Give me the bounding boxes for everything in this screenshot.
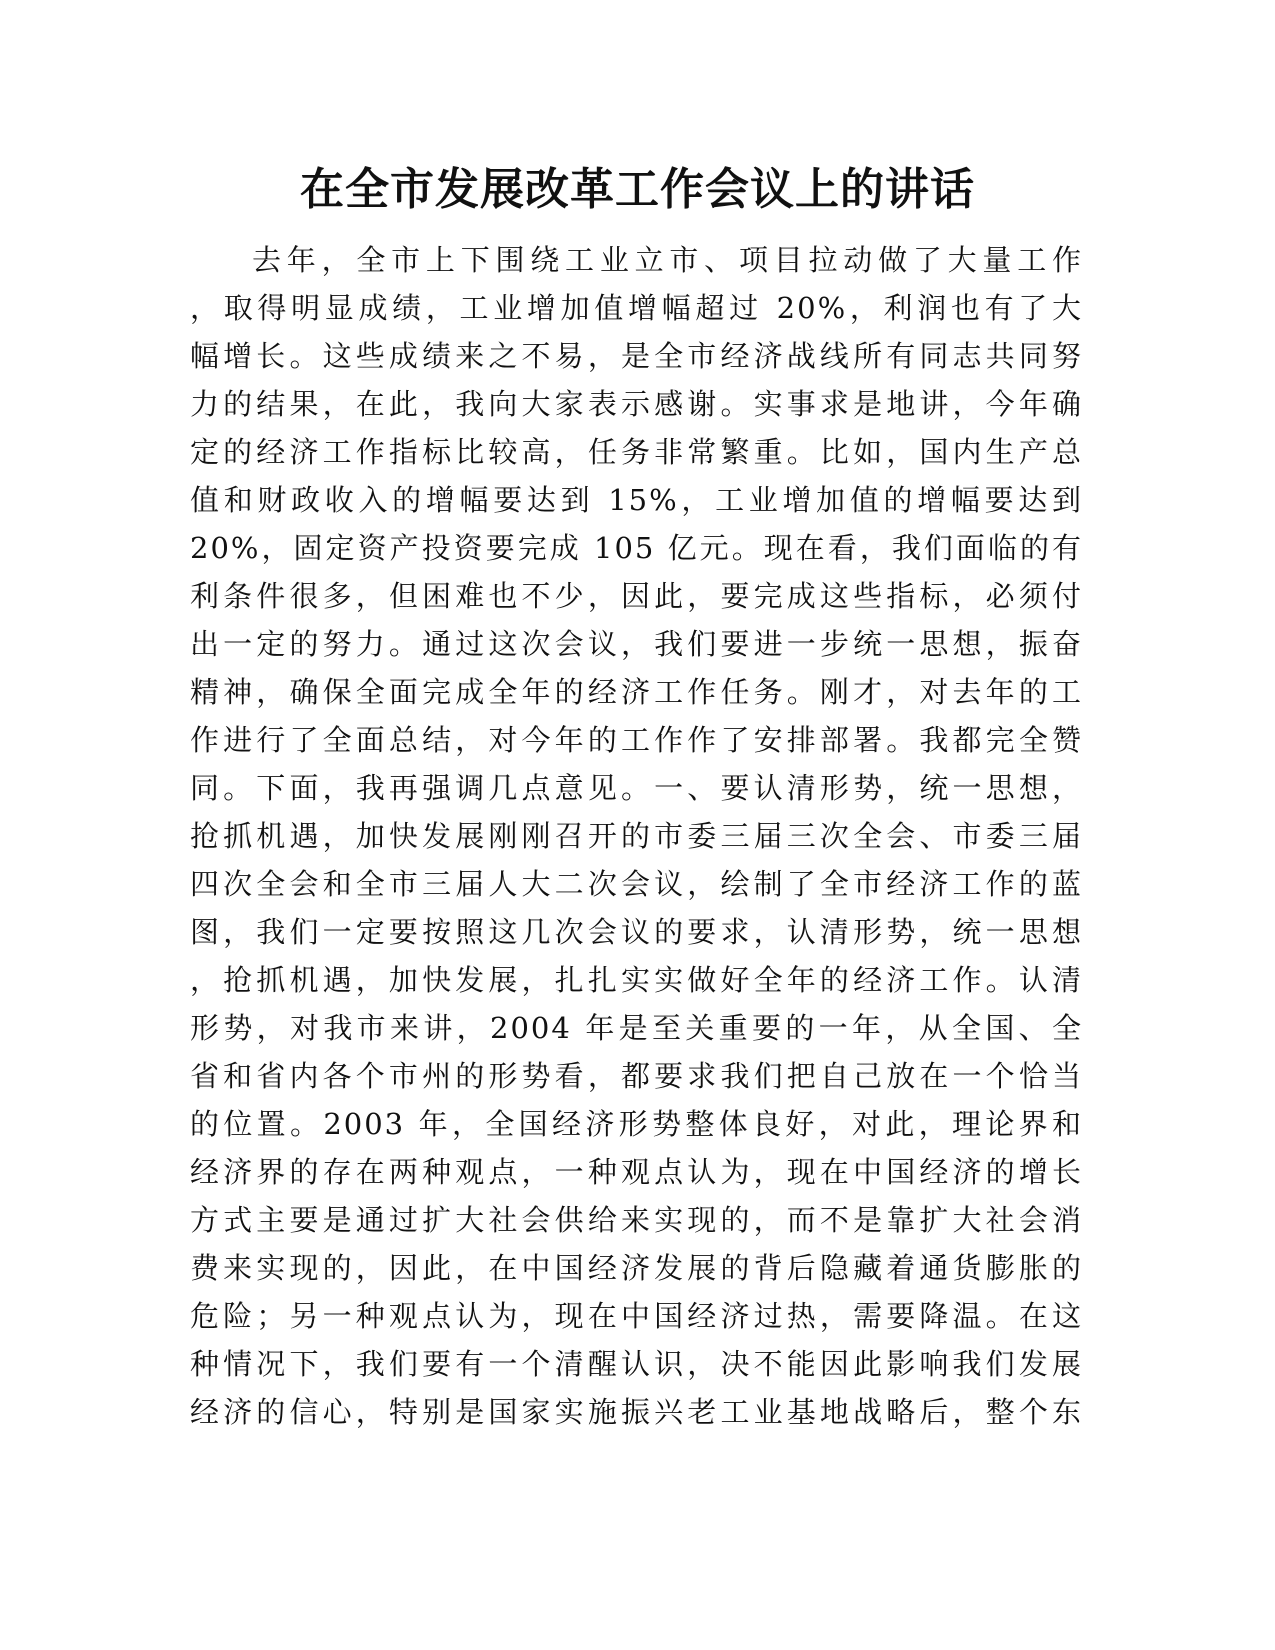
text-line: ，取得明显成绩，工业增加值增幅超过 20%，利润也有了大 (190, 291, 1083, 325)
text-line: 力的结果，在此，我向大家表示感谢。实事求是地讲，今年确 (190, 387, 1083, 421)
text-line: 经济的信心，特别是国家实施振兴老工业基地战略后，整个东 (190, 1395, 1083, 1429)
text-line: 利条件很多，但困难也不少，因此，要完成这些指标，必须付 (190, 579, 1083, 613)
text-line: 省和省内各个市州的形势看，都要求我们把自己放在一个恰当 (190, 1059, 1083, 1093)
text-line: 精神，确保全面完成全年的经济工作任务。刚才，对去年的工 (190, 675, 1083, 709)
text-line: 值和财政收入的增幅要达到 15%，工业增加值的增幅要达到 (190, 483, 1083, 517)
text-line: 危险；另一种观点认为，现在中国经济过热，需要降温。在这 (190, 1299, 1083, 1333)
text-line: 20%，固定资产投资要完成 105 亿元。现在看，我们面临的有 (190, 531, 1083, 565)
text-line: 图，我们一定要按照这几次会议的要求，认清形势，统一思想 (190, 915, 1083, 949)
text-line: 方式主要是通过扩大社会供给来实现的，而不是靠扩大社会消 (190, 1203, 1083, 1237)
text-line: 同。下面，我再强调几点意见。一、要认清形势，统一思想， (190, 771, 1083, 805)
document-title: 在全市发展改革工作会议上的讲话 (300, 164, 975, 215)
text-line: 经济界的存在两种观点，一种观点认为，现在中国经济的增长 (190, 1155, 1083, 1189)
text-line: 费来实现的，因此，在中国经济发展的背后隐藏着通货膨胀的 (190, 1251, 1083, 1285)
text-line: 定的经济工作指标比较高，任务非常繁重。比如，国内生产总 (190, 435, 1083, 469)
speech-body (190, 236, 1083, 1436)
text-line: 抢抓机遇，加快发展刚刚召开的市委三届三次全会、市委三届 (190, 819, 1083, 853)
text-line: 的位置。2003 年，全国经济形势整体良好，对此，理论界和 (190, 1107, 1083, 1141)
text-line: 四次全会和全市三届人大二次会议，绘制了全市经济工作的蓝 (190, 867, 1083, 901)
text-line: 去年，全市上下围绕工业立市、项目拉动做了大量工作 (252, 243, 1083, 277)
text-line: 种情况下，我们要有一个清醒认识，决不能因此影响我们发展 (190, 1347, 1083, 1381)
text-line: ，抢抓机遇，加快发展，扎扎实实做好全年的经济工作。认清 (190, 963, 1083, 997)
text-line: 作进行了全面总结，对今年的工作作了安排部署。我都完全赞 (190, 723, 1083, 757)
text-line: 形势，对我市来讲，2004 年是至关重要的一年，从全国、全 (190, 1011, 1083, 1045)
text-line: 幅增长。这些成绩来之不易，是全市经济战线所有同志共同努 (190, 339, 1083, 373)
text-line: 出一定的努力。通过这次会议，我们要进一步统一思想，振奋 (190, 627, 1083, 661)
